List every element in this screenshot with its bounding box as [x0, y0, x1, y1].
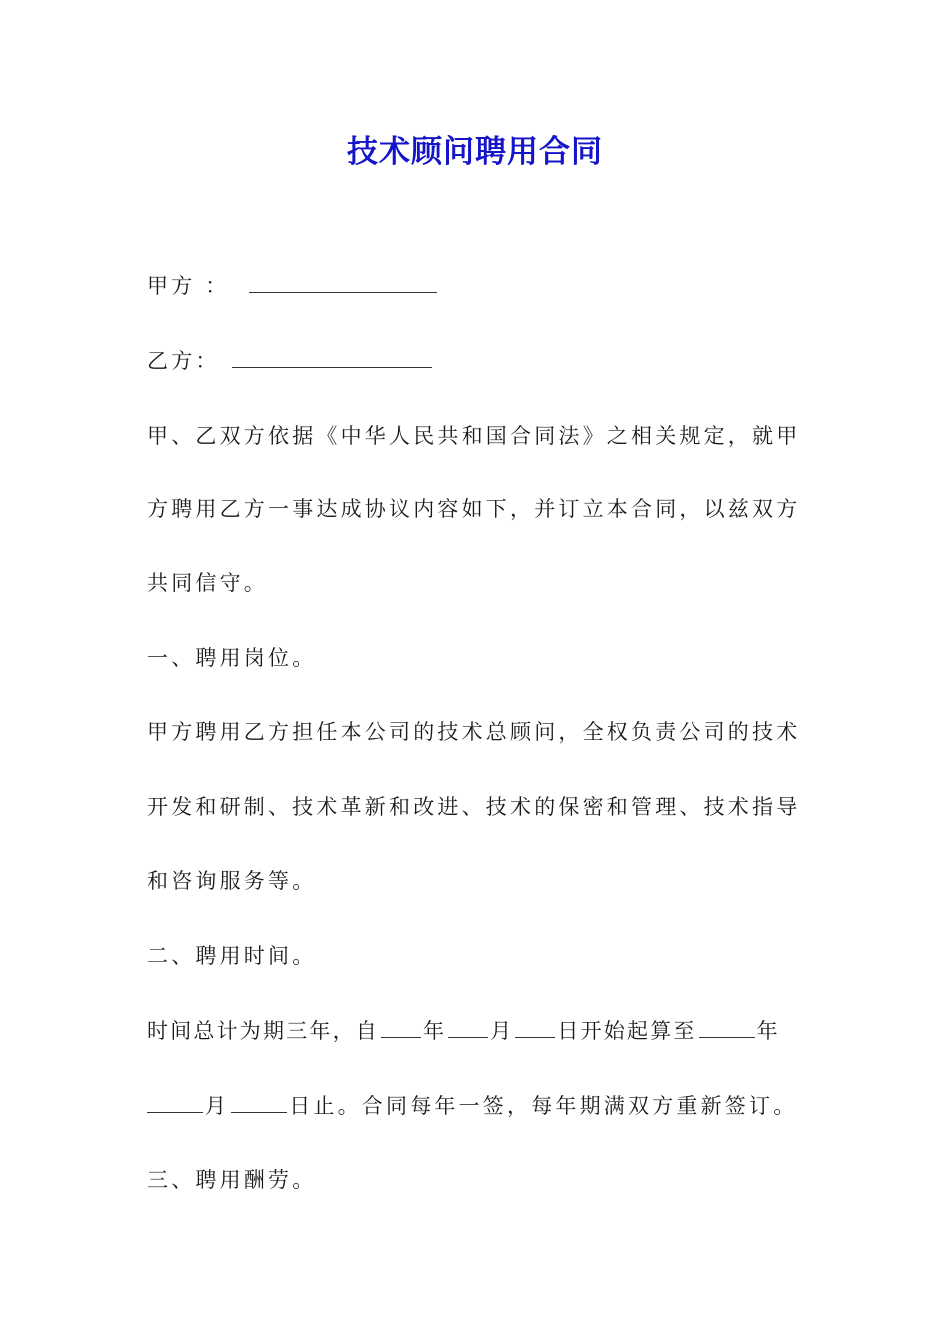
end-day-blank[interactable] [231, 1092, 287, 1113]
party-b-blank[interactable] [232, 347, 432, 368]
start-day-blank[interactable] [515, 1017, 555, 1038]
end-month-blank[interactable] [147, 1092, 203, 1113]
end-month-label: 月 [205, 1094, 230, 1118]
party-a-label: 甲方 ： [147, 274, 230, 298]
section1-line-2: 开发和研制、技术革新和改进、技术的保密和管理、技术指导 [147, 795, 801, 819]
start-month-label: 月 [490, 1019, 514, 1043]
preamble-line-3: 共同信守。 [147, 571, 268, 595]
section1-heading: 一、聘用岗位。 [147, 646, 317, 670]
term-rest-text: 日止。合同每年一签，每年期满双方重新签订。 [289, 1094, 798, 1118]
party-a-line [147, 271, 827, 301]
section1-line-1: 甲方聘用乙方担任本公司的技术总顾问，全权负责公司的技术 [147, 720, 801, 744]
party-b-label: 乙方： [147, 349, 220, 373]
end-year-blank[interactable] [699, 1017, 755, 1038]
end-year-label: 年 [756, 1019, 780, 1043]
start-day-label: 日开始起算至 [557, 1019, 697, 1043]
section3-heading: 三、聘用酬劳。 [147, 1168, 317, 1192]
section1-line-3: 和咨询服务等。 [147, 869, 317, 893]
section2-heading: 二、聘用时间。 [147, 944, 317, 968]
start-month-blank[interactable] [448, 1017, 488, 1038]
party-b-line [147, 346, 827, 376]
party-a-blank[interactable] [249, 272, 437, 293]
section2-line-2 [147, 1091, 827, 1121]
preamble-line-2: 方聘用乙方一事达成协议内容如下，并订立本合同，以兹双方 [147, 497, 801, 521]
preamble-line-1: 甲、乙双方依据《中华人民共和国合同法》之相关规定，就甲 [147, 424, 801, 448]
section2-line-1 [147, 1016, 827, 1046]
term-intro-text: 时间总计为期三年，自 [147, 1019, 379, 1043]
document-title: 技术顾问聘用合同 [347, 134, 603, 170]
start-year-blank[interactable] [381, 1017, 421, 1038]
start-year-label: 年 [423, 1019, 447, 1043]
